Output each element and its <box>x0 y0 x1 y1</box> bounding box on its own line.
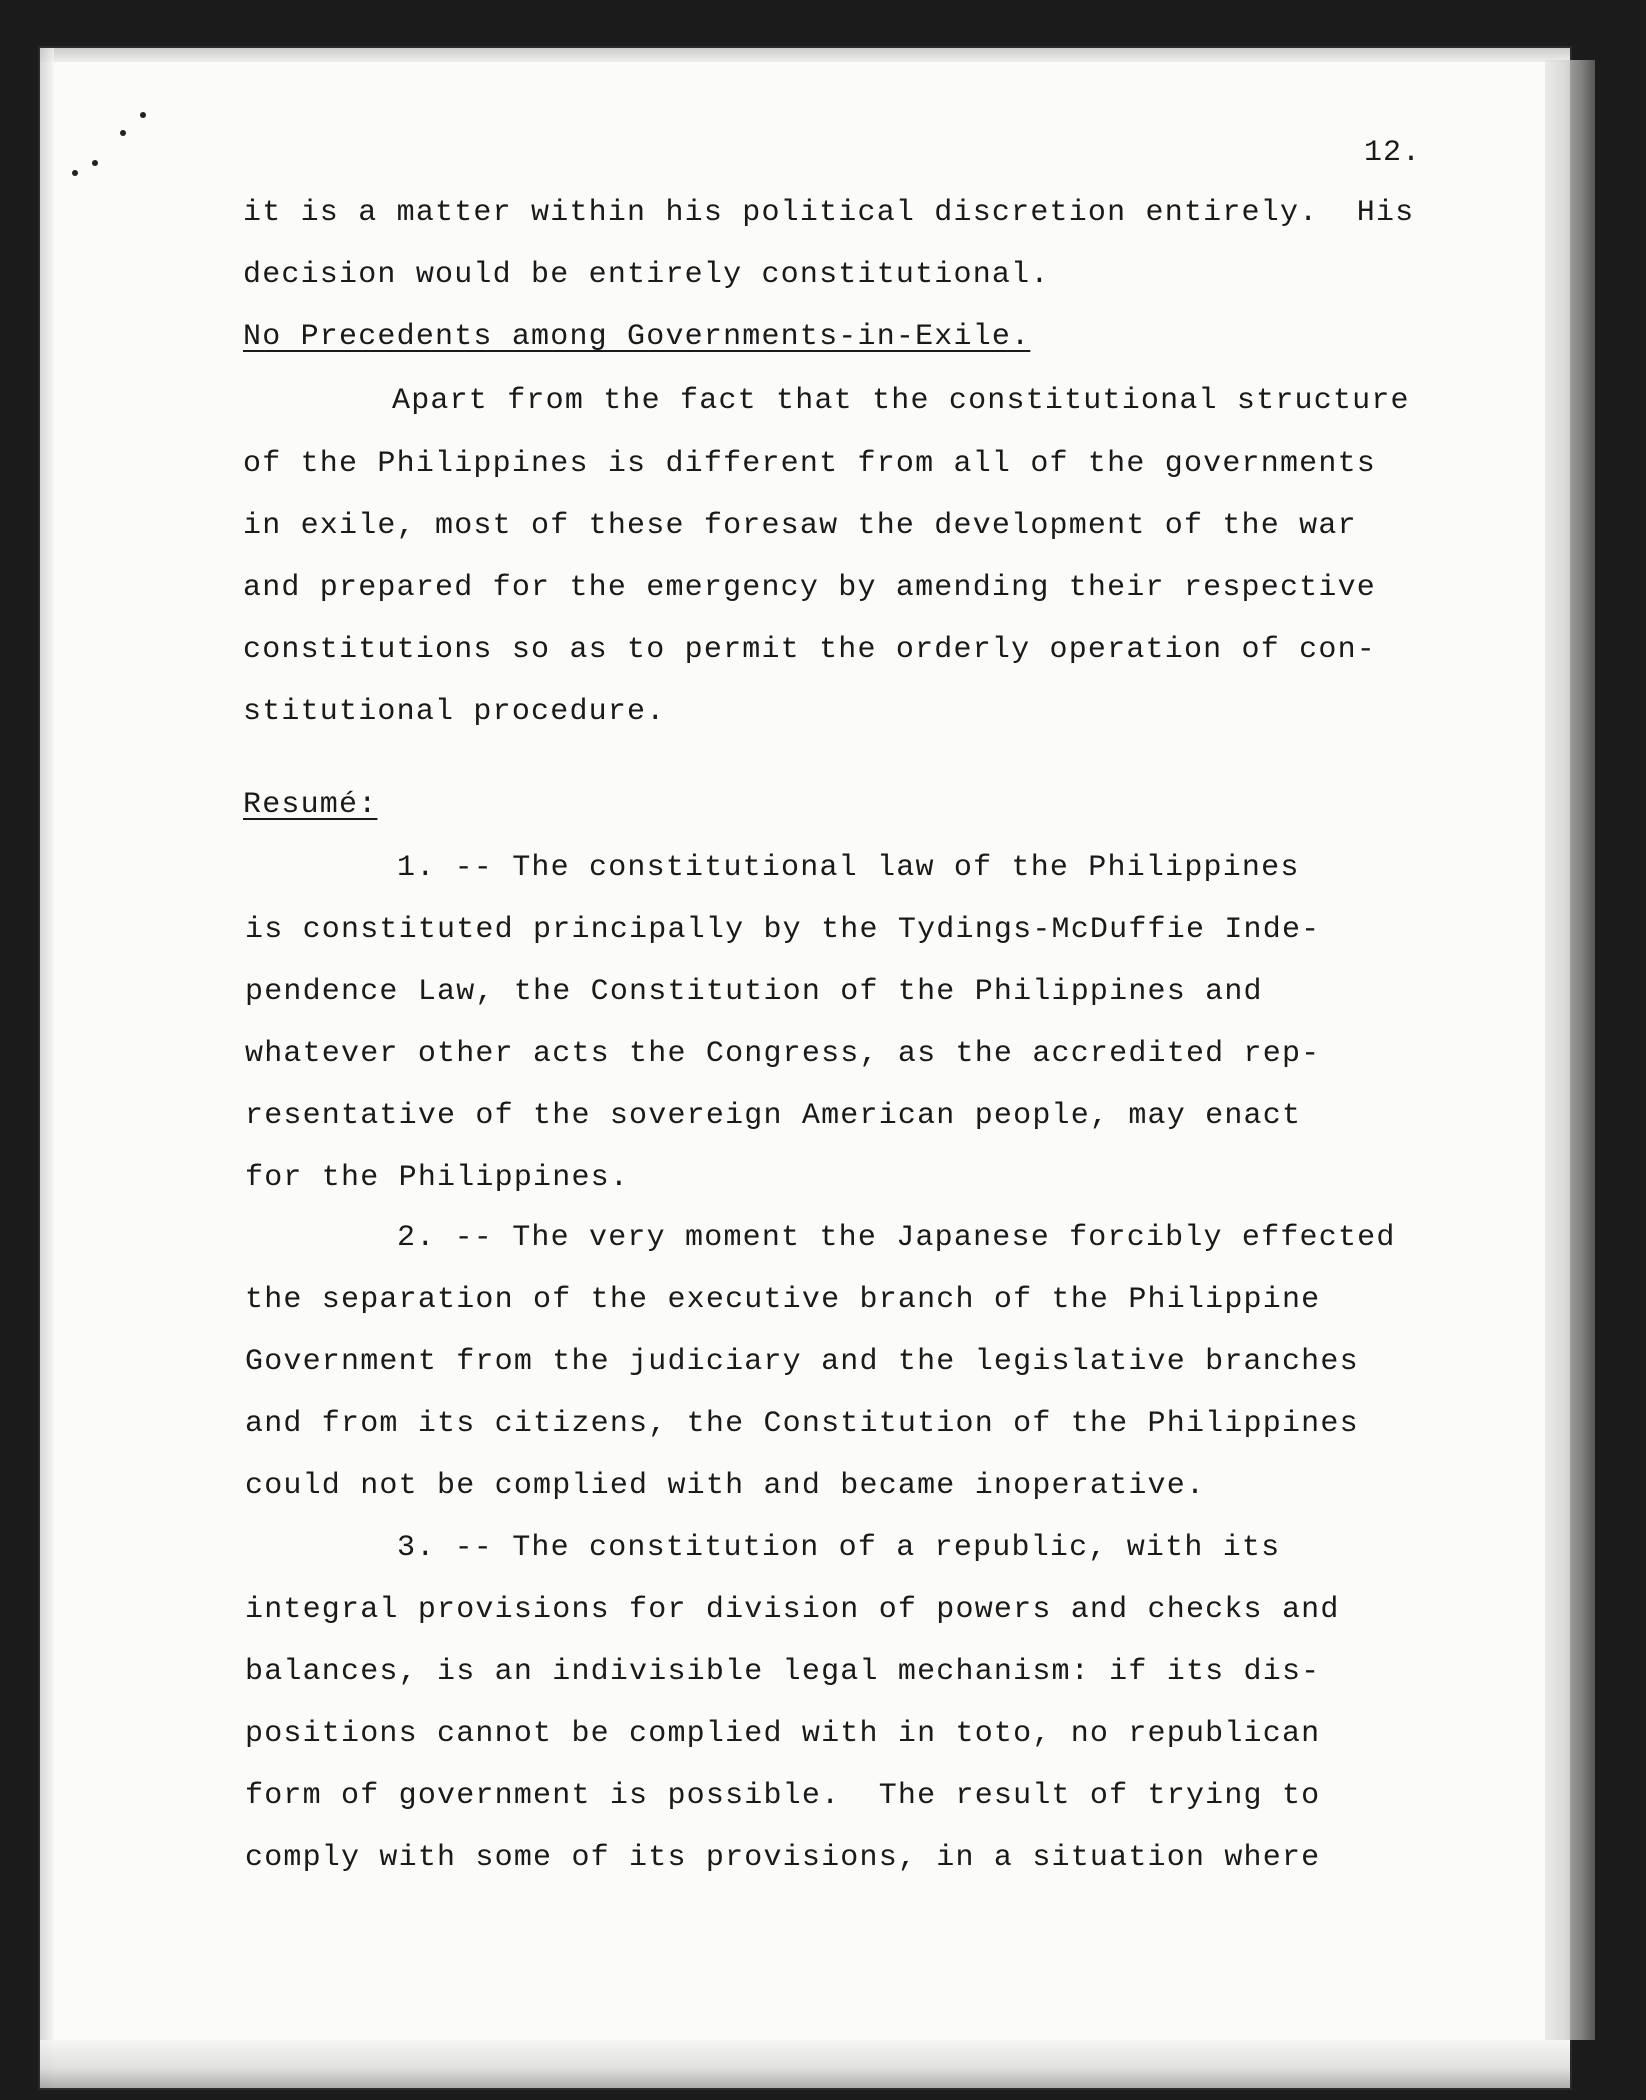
text-line: in exile, most of these foresaw the development of the war <box>243 509 1357 543</box>
punch-mark <box>120 130 126 136</box>
paper-edge-top <box>40 48 1570 62</box>
text-line: constitutions so as to permit the orderly operation of con- <box>243 633 1376 667</box>
list-item-line: for the Philippines. <box>245 1161 630 1195</box>
list-item-line: the separation of the executive branch of the Philippine <box>245 1283 1321 1317</box>
list-item-line: 2. -- The very moment the Japanese forcibly effected <box>397 1221 1396 1255</box>
text-line: Apart from the fact that the constitutional structure <box>392 384 1410 418</box>
text-line: it is a matter within his political discretion entirely. His <box>243 196 1415 230</box>
list-item-line: is constituted principally by the Tydings-McDuffie Inde- <box>245 913 1321 947</box>
list-item-line: form of government is possible. The result of trying to <box>245 1779 1321 1813</box>
punch-mark <box>72 170 78 176</box>
list-item-line: positions cannot be complied with in toto, no republican <box>245 1717 1321 1751</box>
list-item-line: comply with some of its provisions, in a situation where <box>245 1841 1321 1875</box>
paper-edge-left <box>40 48 54 2088</box>
list-item-line: could not be complied with and became inoperative. <box>245 1469 1206 1503</box>
list-item-line: resentative of the sovereign American people, may enact <box>245 1099 1302 1133</box>
paper-edge-bottom <box>40 2040 1570 2088</box>
text-line: decision would be entirely constitutional. <box>243 258 1050 292</box>
section-heading: No Precedents among Governments-in-Exile. <box>243 320 1031 354</box>
text-line: and prepared for the emergency by amending their respective <box>243 571 1376 605</box>
list-item-line: Government from the judiciary and the legislative branches <box>245 1345 1359 1379</box>
text-line: stitutional procedure. <box>243 695 666 729</box>
list-item-line: pendence Law, the Constitution of the Philippines and <box>245 975 1263 1009</box>
list-item-line: 1. -- The constitutional law of the Philippines <box>397 851 1300 885</box>
list-item-line: integral provisions for division of powers and checks and <box>245 1593 1340 1627</box>
list-item-line: 3. -- The constitution of a republic, with its <box>397 1531 1281 1565</box>
list-item-line: and from its citizens, the Constitution of the Philippines <box>245 1407 1359 1441</box>
punch-mark <box>92 160 98 166</box>
list-item-line: whatever other acts the Congress, as the accredited rep- <box>245 1037 1321 1071</box>
list-item-line: balances, is an indivisible legal mechanism: if its dis- <box>245 1655 1321 1689</box>
paper-edge-right <box>1545 60 1595 2040</box>
text-line: of the Philippines is different from all of the governments <box>243 447 1376 481</box>
page-number: 12. <box>1364 136 1422 170</box>
resume-heading: Resumé: <box>243 788 378 822</box>
punch-mark <box>140 112 146 118</box>
